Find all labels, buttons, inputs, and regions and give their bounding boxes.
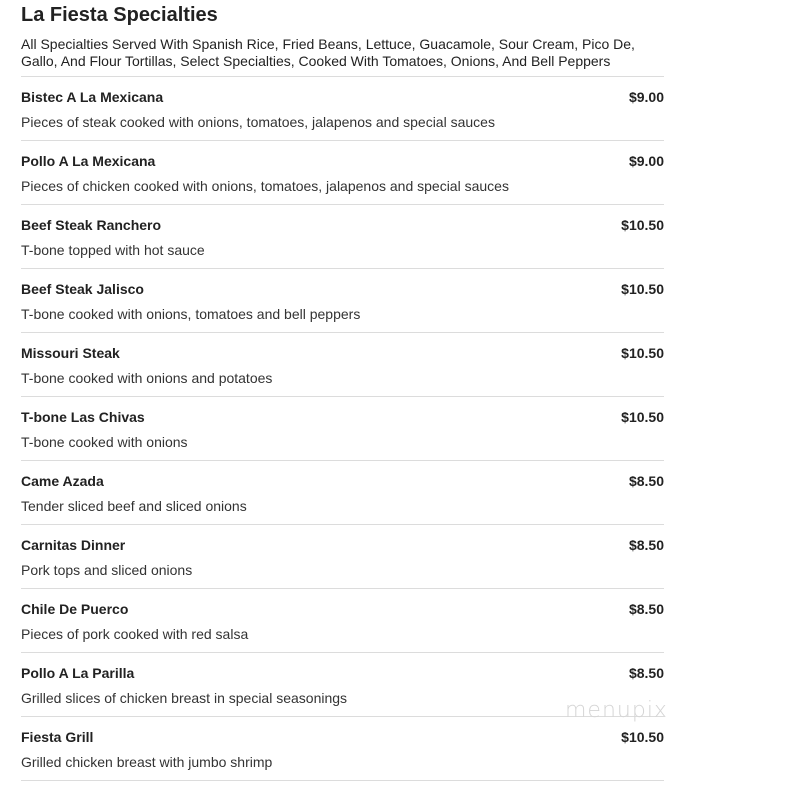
menu-item-description: T-bone cooked with onions: [21, 434, 188, 450]
menu-item-price: $10.50: [621, 281, 664, 297]
menu-item-name: Pollo A La Parilla: [21, 665, 135, 681]
menu-item: [21, 397, 664, 461]
menu-item-name: Pollo A La Mexicana: [21, 153, 156, 169]
menu-item-price: $8.50: [628, 665, 664, 681]
menu-item: [21, 589, 664, 653]
menu-item-description: Grilled slices of chicken breast in special seasonings: [21, 690, 348, 706]
menu-item-name: Bistec A La Mexicana: [21, 89, 164, 105]
menu-item-price: $8.50: [628, 537, 664, 553]
menu-item-description: Grilled chicken breast with jumbo shrimp: [21, 754, 273, 770]
menu-item-name: Beef Steak Jalisco: [21, 281, 144, 297]
menu-item-description: Pieces of pork cooked with red salsa: [21, 626, 249, 642]
menu-item: [21, 205, 664, 269]
menu-item-price: $9.00: [628, 153, 664, 169]
menu-item-list: [21, 76, 664, 781]
page-title: La Fiesta Specialties: [21, 4, 218, 26]
menu-item: [21, 461, 664, 525]
menu-item-price: $8.50: [628, 473, 664, 489]
menu-item-description: Pieces of chicken cooked with onions, tomatoes, jalapenos and special sauces: [21, 178, 509, 194]
menu-item-name: Chile De Puerco: [21, 601, 129, 617]
menu-item-price: $10.50: [621, 345, 664, 361]
menu-item: [21, 141, 664, 205]
menu-item-price: $10.50: [621, 217, 664, 233]
menu-item-price: $10.50: [621, 729, 664, 745]
menu-item: [21, 77, 664, 141]
menu-item: [21, 525, 664, 589]
menu-item-description: T-bone cooked with onions, tomatoes and bell peppers: [21, 306, 361, 322]
menu-item-description: Tender sliced beef and sliced onions: [21, 498, 247, 514]
menu-item-description: T-bone cooked with onions and potatoes: [21, 370, 273, 386]
menu-item: [21, 333, 664, 397]
menu-item-price: $9.00: [628, 89, 664, 105]
menu-item-name: Fiesta Grill: [21, 729, 94, 745]
menu-item-name: T-bone Las Chivas: [21, 409, 145, 425]
menu-item-name: Carnitas Dinner: [21, 537, 126, 553]
section-intro: All Specialties Served With Spanish Rice, Fried Beans, Lettuce, Guacamole, Sour Cream, Pico De, Gallo, And Flour Tortillas, Select Specialties, Cooked With Tomatoes, Onions, And Bell Peppers: [21, 36, 635, 69]
menu-item-description: Pieces of steak cooked with onions, tomatoes, jalapenos and special sauces: [21, 114, 495, 130]
menu-item-name: Missouri Steak: [21, 345, 120, 361]
menu-item-description: Pork tops and sliced onions: [21, 562, 193, 578]
menu-item: [21, 269, 664, 333]
watermark-logo: menupix: [565, 698, 668, 723]
menu-page: [21, 0, 664, 781]
menu-item-name: Beef Steak Ranchero: [21, 217, 162, 233]
menu-item-price: $10.50: [621, 409, 664, 425]
menu-item-price: $8.50: [628, 601, 664, 617]
menu-item: [21, 717, 664, 781]
menu-item-name: Came Azada: [21, 473, 104, 489]
menu-item-description: T-bone topped with hot sauce: [21, 242, 205, 258]
